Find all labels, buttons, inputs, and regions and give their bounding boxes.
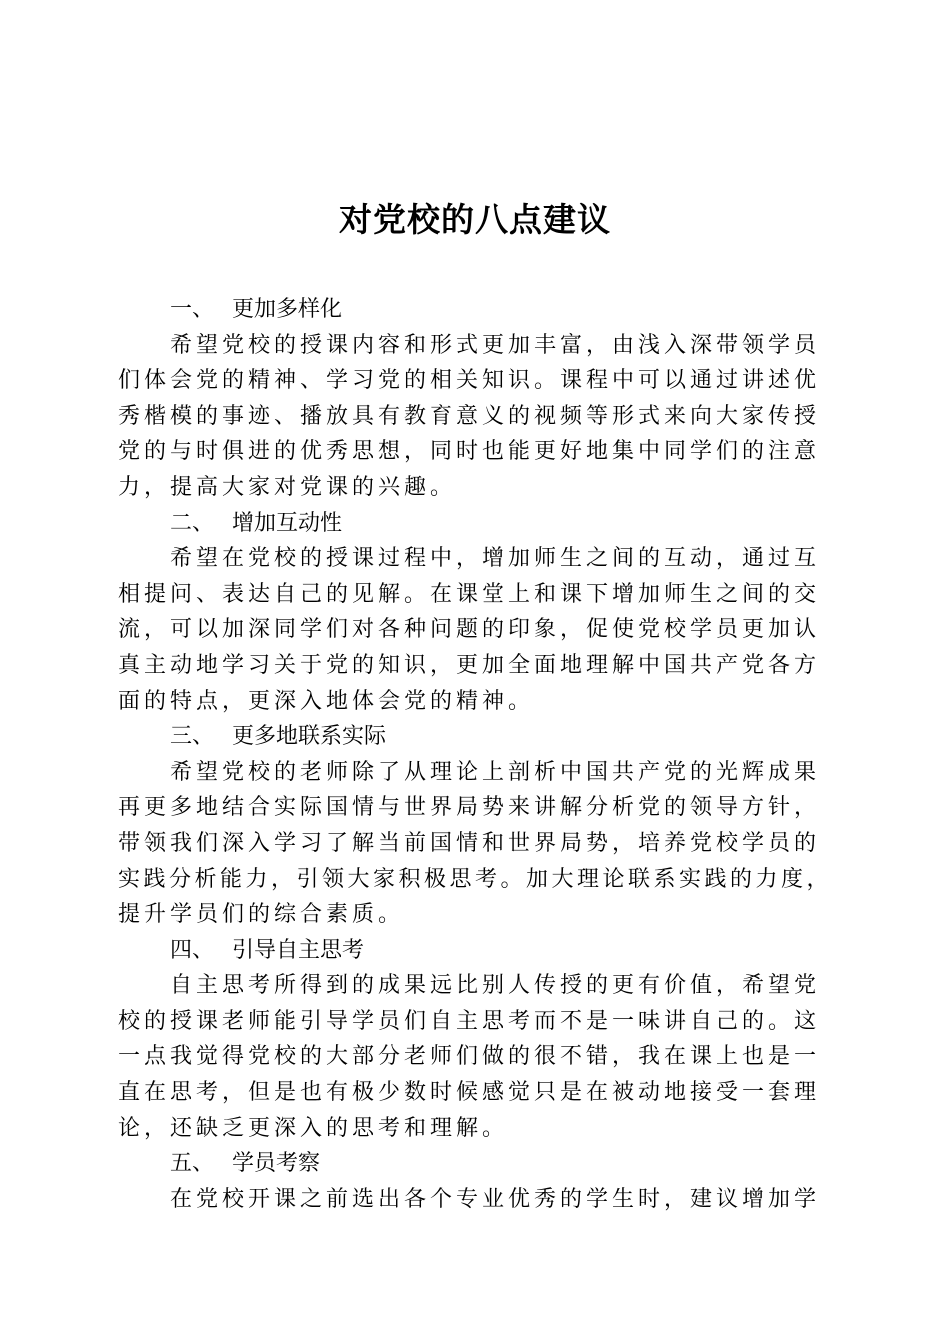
section-heading-text: 更多地联系实际 [232,724,387,750]
paragraph-line: 力，提高大家对党课的兴趣。 [118,474,457,500]
paragraph-line: 论，还缺乏更深入的思考和理解。 [118,1115,509,1141]
paragraph-line: 提升学员们的综合素质。 [118,902,405,928]
paragraph-line: 自主思考所得到的成果远比别人传授的更有价值，希望党 [170,973,821,999]
paragraph-line: 校的授课老师能引导学员们自主思考而不是一味讲自己的。这 [118,1008,821,1034]
section-heading [118,292,833,328]
section-heading-text: 增加互动性 [232,510,343,536]
section-heading [118,1146,833,1182]
document-body [118,292,833,1217]
paragraph-line: 实践分析能力，引领大家积极思考。加大理论联系实践的力度， [118,866,833,892]
section-5 [118,1146,833,1217]
section-heading [118,933,833,969]
section-heading [118,719,833,755]
section-heading-text: 更加多样化 [232,297,343,322]
paragraph-line: 希望党校的授课内容和形式更加丰富，由浅入深带领学员 [170,332,821,358]
paragraph-line: 在党校开课之前选出各个专业优秀的学生时，建议增加学 [170,1186,821,1212]
section-3 [118,719,833,933]
paragraph-line: 相提问、表达自己的见解。在课堂上和课下增加师生之间的交 [118,581,821,607]
paragraph-line: 秀楷模的事迹、播放具有教育意义的视频等形式来向大家传授 [118,403,821,429]
paragraph-line: 一点我觉得党校的大部分老师们做的很不错，我在课上也是一 [118,1044,821,1070]
paragraph-line: 们体会党的精神、学习党的相关知识。课程中可以通过讲述优 [118,368,821,394]
section-number: 一、 [170,297,215,322]
paragraph-line: 希望党校的老师除了从理论上剖析中国共产党的光辉成果 [170,759,821,785]
paragraph-line: 面的特点，更深入地体会党的精神。 [118,688,535,714]
paragraph-line: 希望在党校的授课过程中，增加师生之间的互动，通过互 [170,546,821,572]
section-heading-text: 学员考察 [232,1151,321,1177]
section-heading-text: 引导自主思考 [232,937,365,963]
section-paragraph [118,541,833,719]
section-2 [118,506,833,720]
section-paragraph [118,328,833,506]
paragraph-line: 党的与时俱进的优秀思想，同时也能更好地集中同学们的注意 [118,439,821,465]
section-paragraph [118,968,833,1146]
section-number: 五、 [170,1151,215,1177]
section-number: 四、 [170,937,215,963]
paragraph-line: 带领我们深入学习了解当前国情和世界局势，培养党校学员的 [118,830,821,856]
section-1 [118,292,833,506]
paragraph-line: 流，可以加深同学们对各种问题的印象，促使党校学员更加认 [118,617,821,643]
section-4 [118,933,833,1147]
section-number: 二、 [170,510,215,536]
section-number: 三、 [170,724,215,750]
section-paragraph [118,755,833,933]
paragraph-line: 真主动地学习关于党的知识，更加全面地理解中国共产党各方 [118,652,821,678]
document-title: 对党校的八点建议 [339,200,611,239]
paragraph-line: 直在思考，但是也有极少数时候感觉只是在被动地接受一套理 [118,1080,821,1106]
section-paragraph [118,1182,833,1218]
section-heading [118,506,833,542]
paragraph-line: 再更多地结合实际国情与世界局势来讲解分析党的领导方针， [118,795,821,821]
